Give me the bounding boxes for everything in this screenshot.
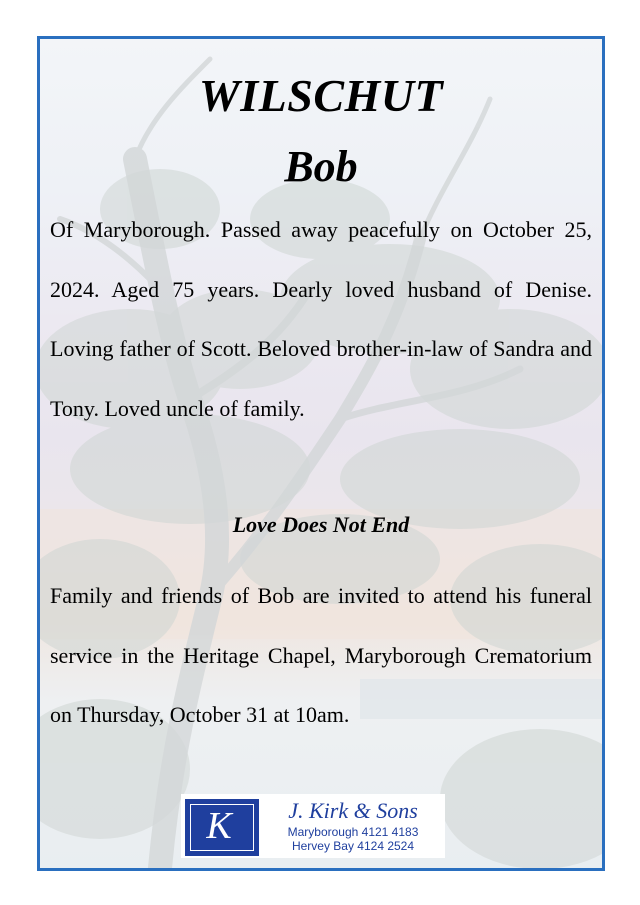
notice-paragraph-service: Family and friends of Bob are invited to attend his funeral service in the Heritage Chapel, Maryborough Crematorium on Thursday, October 31 at 10am. bbox=[50, 583, 592, 727]
notice-content bbox=[40, 39, 602, 868]
funeral-home-phone-maryborough: Maryborough 4121 4183 bbox=[287, 825, 419, 839]
funeral-home-phone-hervey-bay: Hervey Bay 4124 2524 bbox=[291, 839, 415, 853]
funeral-home-logo bbox=[181, 794, 445, 858]
notice-frame bbox=[37, 36, 605, 871]
deceased-surname: WILSCHUT bbox=[198, 70, 444, 121]
deceased-given-name: Bob bbox=[284, 142, 358, 191]
monogram-letter: K bbox=[206, 805, 232, 847]
notice-motto: Love Does Not End bbox=[232, 512, 410, 537]
monogram-badge bbox=[185, 799, 259, 856]
funeral-home-name: J. Kirk & Sons bbox=[288, 798, 418, 823]
notice-paragraph-obituary: Of Maryborough. Passed away peacefully on October 25, 2024. Aged 75 years. Dearly loved husband of Denise. Loving father of Scott. Beloved brother-in-law of Sandra and Tony. Loved uncle of family. bbox=[50, 217, 592, 421]
